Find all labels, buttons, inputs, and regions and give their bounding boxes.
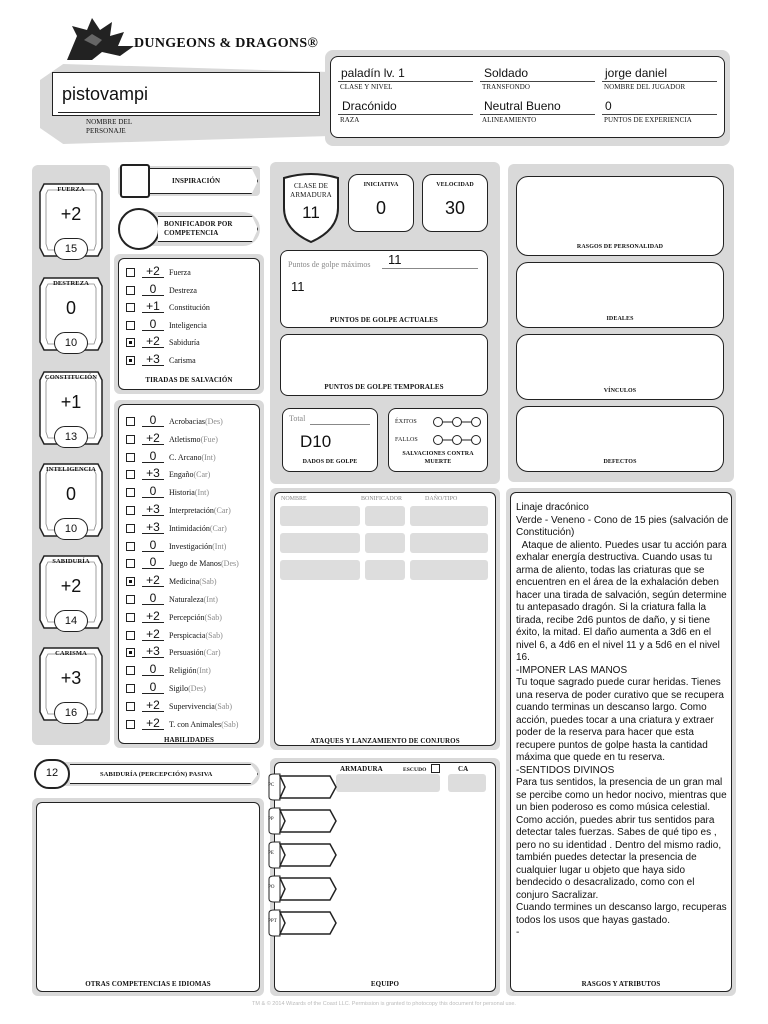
skill-attribute: (Sab) bbox=[205, 630, 223, 640]
saving-throw-checkbox[interactable] bbox=[126, 338, 135, 347]
skill-checkbox[interactable] bbox=[126, 470, 135, 479]
race-label: RAZA bbox=[340, 116, 360, 124]
skill-name bbox=[169, 684, 206, 693]
ability-block-4 bbox=[38, 554, 104, 640]
skill-label: Intimidación bbox=[169, 523, 210, 533]
skill-label: C. Arcano bbox=[169, 452, 202, 462]
skill-value[interactable]: 0 bbox=[142, 539, 164, 552]
skill-value[interactable]: 0 bbox=[142, 450, 164, 463]
skill-attribute: (Car) bbox=[203, 648, 221, 658]
ability-name: SABIDURÍA bbox=[52, 558, 90, 565]
skill-attribute: (Des) bbox=[221, 559, 239, 569]
initiative-label: INICIATIVA bbox=[363, 182, 399, 188]
skill-checkbox[interactable] bbox=[126, 559, 135, 568]
skill-label: Medicina bbox=[169, 577, 200, 587]
skill-name bbox=[169, 417, 223, 426]
ability-name: FUERZA bbox=[57, 186, 85, 193]
player-line bbox=[602, 81, 717, 82]
skill-name bbox=[169, 577, 217, 586]
saving-throw-name: Destreza bbox=[169, 285, 197, 295]
ability-name: DESTREZA bbox=[53, 280, 89, 287]
logo-text: DUNGEONS & DRAGONS® bbox=[134, 36, 319, 51]
skill-row bbox=[126, 681, 258, 696]
attacks-box bbox=[274, 492, 496, 746]
ability-name: INTELIGENCIA bbox=[46, 466, 96, 473]
hp-current-value[interactable]: 11 bbox=[291, 279, 305, 294]
features-title: RASGOS Y ATRIBUTOS bbox=[581, 980, 661, 988]
coin-frame-icon bbox=[266, 772, 338, 802]
alignment-label: ALINEAMIENTO bbox=[482, 116, 537, 124]
skill-attribute: (Int) bbox=[194, 488, 209, 498]
coin-slot bbox=[266, 806, 338, 836]
saving-throw-row bbox=[126, 265, 256, 280]
skill-attribute: (Sab) bbox=[221, 719, 239, 729]
background-label: TRANSFONDO bbox=[482, 83, 531, 91]
hp-temp-label: PUNTOS DE GOLPE TEMPORALES bbox=[324, 383, 444, 391]
skill-row bbox=[126, 592, 258, 607]
equipment-shield-checkbox[interactable] bbox=[431, 764, 440, 773]
character-name[interactable]: pistovampi bbox=[62, 84, 149, 104]
death-saves-failure-circles-icon[interactable] bbox=[432, 434, 482, 446]
attack-field[interactable] bbox=[280, 533, 360, 553]
skill-value[interactable]: +3 bbox=[142, 503, 164, 516]
skill-row bbox=[126, 414, 258, 429]
skill-name bbox=[169, 470, 210, 479]
skill-checkbox[interactable] bbox=[126, 684, 135, 693]
ability-modifier[interactable]: +3 bbox=[60, 668, 82, 688]
ability-score: 10 bbox=[64, 523, 78, 535]
features-text[interactable]: Linaje dracónico Verde - Veneno - Cono de 15 pies (salvación de Constitución) Ataque de aliento. Puedes usar tu acción para exhalar energía destructiva. Cuando usas tu arma de aliento, todas las criaturas que se encuentren en el área de la exhalación deben hacer una tirada de salvación, según determine tu antepasado dragón. Si la criatura falla la tirada, recibe 2d6 puntos de daño, y si tiene éxito, la mitad. El daño aumenta a 3d6 en el nivel 6, a 4d6 en el nivel 11 y a 5d6 en el nivel 16. -IMPONER LAS MANOS Tu toque sagrado puede curar heridas. Tienes una reserva de poder curativo que se recupera cuando terminas un descanso largo. Como acción, puedes tocar a una criatura y extraer poder de la reserva para hacer que esta recupere puntos de golpe hasta la cantidad máxima que quede en tu reserva. -SENTIDOS DIVINOS Para tus sentidos, la presencia de un gran mal se percibe como un hedor nocivo, mientras que un bien poderoso es como música celestial. Como acción, puedes abrir tus sentidos para detectar tales fuerzas. Sabes de qué tipo es , pero no su identidad . Dentro del mismo radio, también puedes detectar la presencia de cualquier lugar u objeto que haya sido bendecido o desacralizado, como con el conjuro Sacralizar. Cuando termines un descanso largo, recuperas todos los usos que hayas gastado. - bbox=[516, 502, 729, 938]
skill-row bbox=[126, 521, 258, 536]
equipment-armor-field[interactable] bbox=[336, 774, 440, 792]
skill-attribute: (Des) bbox=[188, 684, 206, 693]
ability-modifier[interactable]: 0 bbox=[65, 298, 76, 318]
saving-throw-checkbox[interactable] bbox=[126, 286, 135, 295]
skill-checkbox[interactable] bbox=[126, 488, 135, 497]
skill-row bbox=[126, 645, 258, 660]
saving-throw-name: Constitución bbox=[169, 303, 210, 313]
skill-label: Perspicacia bbox=[169, 630, 206, 640]
attack-field[interactable] bbox=[410, 533, 488, 553]
attack-field[interactable] bbox=[410, 506, 488, 526]
ability-block-1 bbox=[38, 276, 104, 362]
skill-attribute: (Car) bbox=[193, 470, 211, 480]
other-prof-box[interactable] bbox=[36, 802, 260, 992]
skill-attribute: (Car) bbox=[209, 523, 227, 533]
skill-name bbox=[169, 488, 209, 497]
skill-row bbox=[126, 450, 258, 465]
skill-name bbox=[169, 453, 216, 462]
hp-max-line bbox=[382, 268, 478, 269]
proficiency-label: BONIFICADOR POR COMPETENCIA bbox=[164, 220, 233, 237]
saving-throw-name: Carisma bbox=[169, 356, 196, 365]
skill-value[interactable]: +2 bbox=[142, 574, 164, 587]
saving-throw-name: Sabiduría bbox=[169, 338, 200, 348]
skill-label: Acrobacias bbox=[169, 417, 205, 426]
coin-label: PPT bbox=[268, 919, 277, 924]
class-level-label: CLASE Y NIVEL bbox=[340, 83, 393, 91]
hit-dice-label: DADOS DE GOLPE bbox=[302, 459, 358, 465]
skill-checkbox[interactable] bbox=[126, 702, 135, 711]
skill-checkbox[interactable] bbox=[126, 666, 135, 675]
xp-value[interactable]: 0 bbox=[605, 99, 612, 113]
skill-checkbox[interactable] bbox=[126, 720, 135, 729]
bonds-label: VÍNCULOS bbox=[603, 388, 637, 394]
saving-throw-name: Fuerza bbox=[169, 268, 191, 277]
saving-throw-checkbox[interactable] bbox=[126, 303, 135, 312]
skill-value[interactable]: +3 bbox=[142, 645, 164, 658]
player-label: NOMBRE DEL JUGADOR bbox=[604, 83, 686, 91]
equipment-title: EQUIPO bbox=[370, 980, 400, 988]
saving-throw-row bbox=[126, 335, 256, 350]
skill-row bbox=[126, 628, 258, 643]
passive-value: 12 bbox=[45, 767, 59, 779]
skill-attribute: (Des) bbox=[204, 417, 223, 426]
alignment-line bbox=[480, 114, 595, 115]
skill-checkbox[interactable] bbox=[126, 435, 135, 444]
inspiration-box[interactable] bbox=[120, 164, 150, 198]
skill-value[interactable]: 0 bbox=[142, 592, 164, 605]
ability-score: 14 bbox=[64, 615, 78, 627]
skill-label: Sigilo bbox=[169, 684, 189, 693]
skill-attribute: (Car) bbox=[213, 506, 231, 515]
skill-row bbox=[126, 485, 258, 500]
speed-label: VELOCIDAD bbox=[436, 182, 474, 188]
ability-name: CARISMA bbox=[55, 650, 87, 657]
skill-name bbox=[169, 720, 238, 729]
xp-line bbox=[602, 114, 717, 115]
skill-row bbox=[126, 663, 258, 678]
coin-slot bbox=[266, 908, 338, 938]
skill-value[interactable]: 0 bbox=[142, 663, 164, 676]
skill-attribute: (Int) bbox=[196, 666, 211, 676]
coin-frame-icon bbox=[266, 840, 338, 870]
skill-attribute: (Int) bbox=[203, 595, 218, 604]
equipment-shield-label: ESCUDO bbox=[403, 767, 427, 773]
coin-frame-icon bbox=[266, 806, 338, 836]
race-value[interactable]: Dracónido bbox=[342, 99, 397, 113]
skill-attribute: (Fue) bbox=[200, 434, 218, 444]
saving-throw-row bbox=[126, 300, 256, 315]
saving-throw-value[interactable]: +2 bbox=[142, 265, 164, 278]
skill-label: Atletismo bbox=[169, 434, 201, 444]
traits-label: RASGOS DE PERSONALIDAD bbox=[576, 244, 664, 250]
ability-score: 16 bbox=[64, 707, 78, 719]
hp-max-value[interactable]: 11 bbox=[388, 252, 402, 267]
inspiration-label: INSPIRACIÓN bbox=[172, 177, 221, 185]
skill-row bbox=[126, 610, 258, 625]
skill-value[interactable]: +2 bbox=[142, 699, 164, 712]
death-saves-success-label: ÉXITOS bbox=[395, 419, 417, 425]
death-saves-failure-label: FALLOS bbox=[395, 437, 418, 443]
skill-checkbox[interactable] bbox=[126, 542, 135, 551]
skill-value[interactable]: +3 bbox=[142, 467, 164, 480]
background-value[interactable]: Soldado bbox=[484, 66, 529, 80]
skill-label: Supervivencia bbox=[169, 701, 215, 711]
skill-label: Naturaleza bbox=[169, 595, 204, 604]
skill-name bbox=[169, 435, 218, 444]
ability-block-5 bbox=[38, 646, 104, 732]
skill-row bbox=[126, 717, 258, 732]
skill-row bbox=[126, 467, 258, 482]
skill-checkbox[interactable] bbox=[126, 631, 135, 640]
attack-field[interactable] bbox=[365, 560, 405, 580]
dragon-logo-icon bbox=[62, 16, 142, 64]
name-underline bbox=[58, 112, 320, 113]
skill-label: Percepción bbox=[169, 612, 205, 622]
skill-name bbox=[169, 666, 211, 675]
footer-copyright: TM & © 2014 Wizards of the Coast LLC. Permission is granted to photocopy this document for personal use. bbox=[252, 1001, 516, 1007]
saving-throw-name: Inteligencia bbox=[169, 320, 207, 330]
attacks-col-bonus: BONIFICADOR bbox=[361, 496, 403, 502]
death-saves-label: SALVACIONES CONTRA MUERTE bbox=[402, 451, 474, 465]
saving-throw-row bbox=[126, 318, 256, 333]
skill-name bbox=[169, 702, 232, 711]
ability-block-2 bbox=[38, 370, 104, 456]
saving-throw-checkbox[interactable] bbox=[126, 268, 135, 277]
skill-value[interactable]: +2 bbox=[142, 628, 164, 641]
skill-attribute: (Sab) bbox=[204, 612, 222, 622]
skill-value[interactable]: +2 bbox=[142, 610, 164, 623]
skill-row bbox=[126, 432, 258, 447]
ability-modifier[interactable]: +2 bbox=[60, 576, 82, 596]
other-prof-title: OTRAS COMPETENCIAS E IDIOMAS bbox=[85, 980, 211, 988]
skill-name bbox=[169, 524, 227, 533]
class-level-value[interactable]: paladín lv. 1 bbox=[341, 66, 405, 80]
coin-label: PE bbox=[268, 851, 275, 856]
equipment-ac-field[interactable] bbox=[448, 774, 486, 792]
skill-label: Interpretación bbox=[169, 506, 214, 515]
skill-label: Investigación bbox=[169, 541, 213, 551]
attacks-col-name: NOMBRE bbox=[281, 496, 307, 502]
skill-checkbox[interactable] bbox=[126, 577, 135, 586]
coin-label: PP bbox=[268, 817, 274, 822]
dnd-logo bbox=[62, 16, 332, 64]
skill-attribute: (Int) bbox=[212, 541, 227, 551]
skill-attribute: (Int) bbox=[201, 452, 216, 462]
attacks-title: ATAQUES Y LANZAMIENTO DE CONJUROS bbox=[310, 737, 460, 745]
skill-name bbox=[169, 559, 239, 568]
skill-label: Persuasión bbox=[169, 648, 204, 658]
coin-slot bbox=[266, 840, 338, 870]
hp-current-label: PUNTOS DE GOLPE ACTUALES bbox=[330, 316, 438, 324]
hit-dice-value[interactable]: D10 bbox=[300, 432, 332, 451]
hp-max-label: Puntos de golpe máximos bbox=[288, 260, 371, 269]
hit-dice-total-label: Total bbox=[289, 414, 306, 423]
skill-attribute: (Sab) bbox=[214, 701, 233, 711]
ability-modifier[interactable]: +1 bbox=[60, 392, 82, 412]
proficiency-circle[interactable] bbox=[118, 208, 160, 250]
skill-checkbox[interactable] bbox=[126, 648, 135, 657]
coin-slot bbox=[266, 874, 338, 904]
skill-name bbox=[169, 595, 218, 604]
saving-throw-value[interactable]: +2 bbox=[142, 335, 164, 348]
ability-block-0 bbox=[38, 182, 104, 268]
skill-value[interactable]: 0 bbox=[142, 681, 164, 694]
skill-name bbox=[169, 613, 222, 622]
skill-value[interactable]: 0 bbox=[142, 556, 164, 569]
skill-label: Engaño bbox=[169, 470, 194, 480]
ability-modifier[interactable]: 0 bbox=[65, 484, 76, 504]
player-value[interactable]: jorge daniel bbox=[605, 66, 668, 80]
attacks-col-damage: DAÑO/TIPO bbox=[425, 496, 458, 502]
attack-field[interactable] bbox=[365, 533, 405, 553]
hit-dice-total-line bbox=[310, 424, 370, 425]
attack-field[interactable] bbox=[280, 560, 360, 580]
skill-label: Religión bbox=[169, 666, 197, 676]
alignment-value[interactable]: Neutral Bueno bbox=[484, 99, 561, 113]
skill-attribute: (Sab) bbox=[199, 577, 217, 587]
ideals-label: IDEALES bbox=[606, 316, 634, 322]
skill-row bbox=[126, 699, 258, 714]
skill-label: Juego de Manos bbox=[169, 559, 221, 569]
saving-throw-value[interactable]: +3 bbox=[142, 353, 164, 366]
saving-throw-value[interactable]: 0 bbox=[142, 318, 164, 331]
skill-checkbox[interactable] bbox=[126, 613, 135, 622]
skill-name bbox=[169, 631, 223, 640]
saving-throw-value[interactable]: +1 bbox=[142, 300, 164, 313]
ability-score: 13 bbox=[64, 431, 78, 443]
skill-value[interactable]: +3 bbox=[142, 521, 164, 534]
race-line bbox=[338, 114, 473, 115]
attack-field[interactable] bbox=[365, 506, 405, 526]
ability-name: CONSTITUCIÓN bbox=[44, 374, 98, 381]
skills-title: HABILIDADES bbox=[163, 736, 215, 744]
skill-value[interactable]: 0 bbox=[142, 485, 164, 498]
armor-class-value[interactable]: 11 bbox=[302, 203, 320, 222]
background-line bbox=[480, 81, 595, 82]
skill-row bbox=[126, 503, 258, 518]
attack-field[interactable] bbox=[410, 560, 488, 580]
ability-score: 15 bbox=[64, 243, 78, 255]
skill-label: T. con Animales bbox=[169, 719, 222, 729]
saving-throw-row bbox=[126, 283, 256, 298]
equipment-armor-label: ARMADURA bbox=[340, 765, 383, 773]
attack-field[interactable] bbox=[280, 506, 360, 526]
skill-checkbox[interactable] bbox=[126, 506, 135, 515]
saving-throw-checkbox[interactable] bbox=[126, 321, 135, 330]
skill-row bbox=[126, 574, 258, 589]
coin-label: PO bbox=[268, 885, 275, 890]
saving-throws-title: TIRADAS DE SALVACIÓN bbox=[145, 376, 233, 384]
skill-name bbox=[169, 648, 221, 657]
skill-value[interactable]: +2 bbox=[142, 717, 164, 730]
initiative-value[interactable]: 0 bbox=[375, 198, 386, 218]
skill-checkbox[interactable] bbox=[126, 524, 135, 533]
flaws-label: DEFECTOS bbox=[603, 459, 637, 465]
armor-class-label: CLASE DE ARMADURA bbox=[290, 182, 332, 199]
speed-value[interactable]: 30 bbox=[444, 198, 466, 218]
skill-checkbox[interactable] bbox=[126, 417, 135, 426]
skill-row bbox=[126, 556, 258, 571]
ability-score: 10 bbox=[64, 337, 78, 349]
saving-throw-row bbox=[126, 353, 256, 368]
skill-name bbox=[169, 506, 231, 515]
skill-value[interactable]: +2 bbox=[142, 432, 164, 445]
coin-frame-icon bbox=[266, 874, 338, 904]
coin-slot bbox=[266, 772, 338, 802]
skill-checkbox[interactable] bbox=[126, 453, 135, 462]
coin-label: PC bbox=[268, 783, 275, 788]
skill-checkbox[interactable] bbox=[126, 595, 135, 604]
ability-block-3 bbox=[38, 462, 104, 548]
saving-throw-value[interactable]: 0 bbox=[142, 283, 164, 296]
skill-row bbox=[126, 539, 258, 554]
death-saves-success-circles-icon[interactable] bbox=[432, 416, 482, 428]
skill-label: Historia bbox=[169, 488, 195, 498]
saving-throw-checkbox[interactable] bbox=[126, 356, 135, 365]
passive-label: SABIDURÍA (PERCEPCIÓN) PASIVA bbox=[100, 771, 213, 778]
xp-label: PUNTOS DE EXPERIENCIA bbox=[604, 116, 692, 124]
class-level-line bbox=[338, 81, 473, 82]
skill-name bbox=[169, 542, 226, 551]
ability-modifier[interactable]: +2 bbox=[60, 204, 82, 224]
character-name-label: NOMBRE DEL PERSONAJE bbox=[86, 118, 133, 135]
equipment-ac-label: CA bbox=[458, 765, 469, 773]
skill-value[interactable]: 0 bbox=[142, 414, 164, 427]
